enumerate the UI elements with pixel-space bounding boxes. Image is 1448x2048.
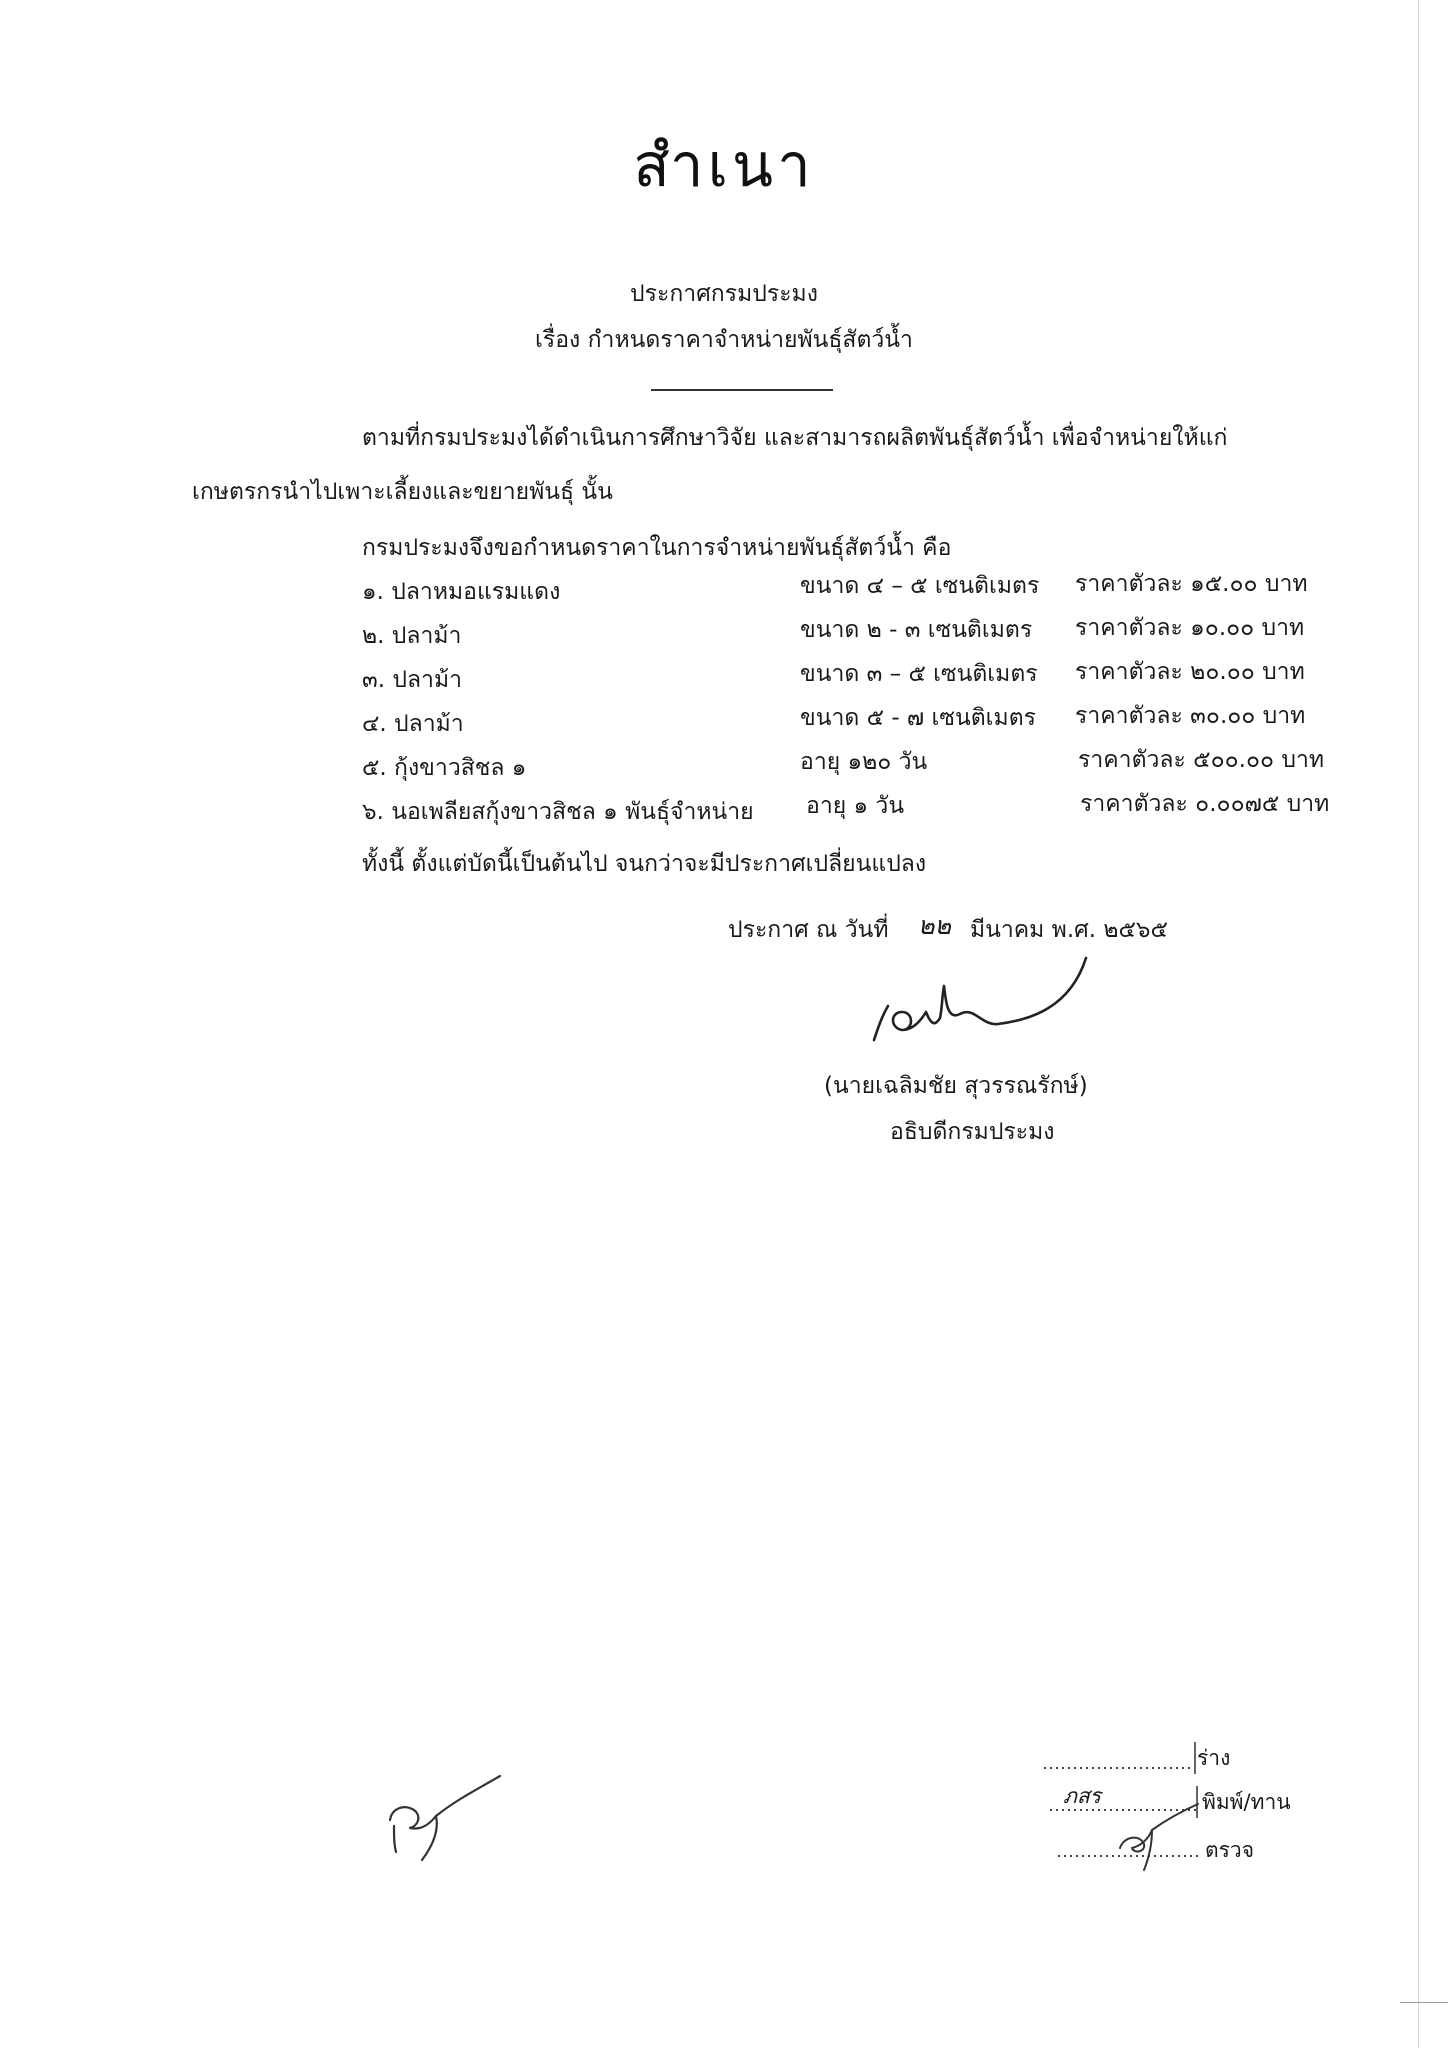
routing-checked-label: ตรวจ	[1205, 1838, 1255, 1862]
item-size: ขนาด ๓ – ๕ เซนติเมตร	[800, 661, 1038, 687]
director-signature	[850, 948, 1130, 1058]
initial-mark-left	[380, 1760, 510, 1870]
effective-statement: ทั้งนี้ ตั้งแต่บัดนี้เป็นต้นไป จนกว่าจะมีประกาศเปลี่ยนแปลง	[362, 851, 927, 877]
item-size: ขนาด ๒ - ๓ เซนติเมตร	[800, 617, 1033, 643]
intro-paragraph-line2: เกษตรกรนำไปเพาะเลี้ยงและขยายพันธุ์ นั้น	[192, 479, 613, 505]
item-price: ราคาตัวละ ๒๐.๐๐ บาท	[1075, 659, 1305, 685]
item-size: อายุ ๑๒๐ วัน	[800, 749, 928, 775]
announcement-subject: เรื่อง กำหนดราคาจำหน่ายพันธุ์สัตว์น้ำ	[535, 327, 913, 353]
item-name: ๒. ปลาม้า	[362, 623, 462, 649]
item-price: ราคาตัวละ ๕๐๐.๐๐ บาท	[1078, 747, 1325, 773]
signatory-title: อธิบดีกรมประมง	[890, 1119, 1055, 1145]
copy-stamp: สำเนา	[633, 131, 815, 201]
intro-paragraph-line1: ตามที่กรมประมงได้ดำเนินการศึกษาวิจัย และสามารถผลิตพันธุ์สัตว์น้ำ เพื่อจำหน่ายให้แก่	[362, 425, 1228, 451]
item-name: ๕. กุ้งขาวสิชล ๑	[362, 755, 527, 781]
item-name: ๔. ปลาม้า	[362, 711, 464, 737]
signatory-name: (นายเฉลิมชัย สุวรรณรักษ์)	[824, 1073, 1088, 1099]
heading-rule	[651, 389, 833, 391]
item-size: ขนาด ๔ – ๕ เซนติเมตร	[800, 573, 1040, 599]
routing-typist-initials: ภสร	[1063, 1784, 1101, 1808]
item-name: ๓. ปลาม้า	[362, 667, 463, 693]
announcement-heading: ประกาศกรมประมง	[630, 281, 818, 307]
item-price: ราคาตัวละ ๓๐.๐๐ บาท	[1075, 703, 1306, 729]
item-price: ราคาตัวละ ๑๕.๐๐ บาท	[1075, 571, 1308, 597]
pricing-intro: กรมประมงจึงขอกำหนดราคาในการจำหน่ายพันธุ์สัตว์น้ำ คือ	[362, 535, 952, 561]
date-suffix: มีนาคม พ.ศ. ๒๕๖๕	[970, 917, 1168, 943]
date-prefix: ประกาศ ณ วันที่	[728, 917, 889, 943]
item-price: ราคาตัวละ ๐.๐๐๗๕ บาท	[1080, 791, 1330, 817]
item-price: ราคาตัวละ ๑๐.๐๐ บาท	[1075, 615, 1305, 641]
item-name: ๑. ปลาหมอแรมแดง	[362, 579, 561, 605]
routing-draft-label: ร่าง	[1197, 1746, 1231, 1770]
date-day-handwritten: ๒๒	[918, 911, 951, 940]
item-name: ๖. นอเพลียสกุ้งขาวสิชล ๑ พันธุ์จำหน่าย	[362, 799, 754, 825]
scan-edge-tick	[1400, 2002, 1448, 2003]
item-size: อายุ ๑ วัน	[806, 793, 905, 819]
item-size: ขนาด ๕ - ๗ เซนติเมตร	[800, 705, 1036, 731]
routing-typed-label: พิมพ์/ทาน	[1202, 1790, 1291, 1814]
